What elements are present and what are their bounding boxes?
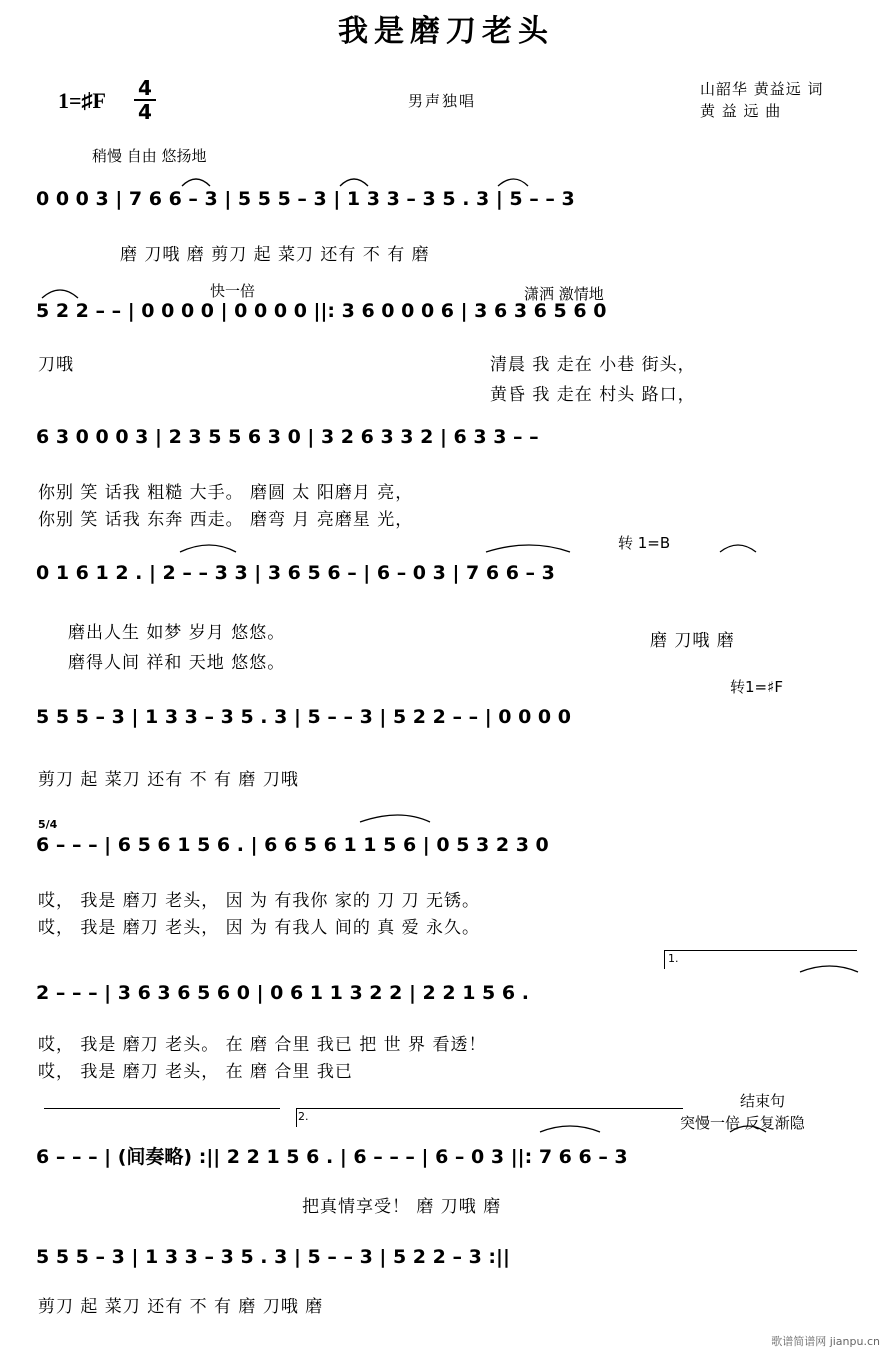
notation-row-6: 6 – – – | 6 5 6 1 5 6 . | 6 6 5 6 1 1 5 6 | 0 5 3 2 3 0	[36, 834, 549, 856]
slur	[42, 290, 78, 298]
lyrics-row-7-verse-1: 哎， 我是 磨刀 老头。 在 磨 合里 我已 把 世 界 看透！	[38, 1035, 487, 1055]
key-signature: 1=♯F	[58, 88, 106, 113]
lyrics-row-6-verse-1: 哎， 我是 磨刀 老头， 因 为 有我你 家的 刀 刀 无锈。	[38, 891, 481, 911]
slur	[340, 179, 368, 186]
notation-row-7: 2 – – – | 3 6 3 6 5 6 0 | 0 6 1 1 3 2 2 | 2 2 1 5 6 .	[36, 982, 529, 1004]
lyrics-row-3-verse-2: 你别 笑 话我 东奔 西走。 磨弯 月 亮磨星 光，	[38, 510, 414, 530]
time-top: 4	[138, 76, 152, 100]
lyrics-row-2-intro: 刀哦	[38, 355, 74, 375]
lyrics-row-4-verse-2: 磨得人间 祥和 天地 悠悠。	[68, 653, 286, 673]
meter-change: 5/4	[38, 818, 58, 831]
slur	[498, 179, 528, 186]
lyricist-credit: 山韶华 黄益远 词	[700, 80, 824, 98]
lyrics-row-8: 把真情享受！ 磨 刀哦 磨	[302, 1197, 502, 1217]
tempo-marking-1: 稍慢 自由 悠扬地	[92, 147, 207, 165]
key-change-b: 转 1=B	[618, 534, 671, 552]
volta-2-label: 2.	[298, 1110, 309, 1123]
time-bottom: 4	[138, 100, 152, 124]
slur	[720, 545, 756, 552]
lyrics-row-7-verse-2: 哎， 我是 磨刀 老头， 在 磨 合里 我已	[38, 1062, 353, 1082]
ending-tempo: 突慢一倍 反复渐隐	[680, 1114, 805, 1132]
notation-row-8: 6 – – – | (间奏略) :|| 2 2 1 5 6 . | 6 – – – | 6 – 0 3 ||: 7 6 6 – 3	[36, 1146, 628, 1168]
performance-type: 男声独唱	[408, 92, 477, 110]
lyrics-row-2-verse-1: 清晨 我 走在 小巷 街头，	[490, 355, 696, 375]
notation-row-9: 5 5 5 – 3 | 1 3 3 – 3 5 . 3 | 5 – – 3 | 5 2 2 – 3 :||	[36, 1246, 510, 1268]
tempo-marking-3: 潇洒 激情地	[524, 285, 604, 303]
watermark-footer: 歌谱简谱网 jianpu.cn	[771, 1335, 880, 1348]
lyrics-row-4-verse-1: 磨出人生 如梦 岁月 悠悠。	[68, 623, 286, 643]
key-change-fsharp: 转1=♯F	[730, 678, 783, 696]
slur	[540, 1126, 600, 1132]
notation-row-1: 0 0 0 3 | 7 6 6 – 3 | 5 5 5 – 3 | 1 3 3 – 3 5 . 3 | 5 – – 3	[36, 188, 575, 210]
lyrics-row-3-verse-1: 你别 笑 话我 粗糙 大手。 磨圆 太 阳磨月 亮，	[38, 483, 414, 503]
notation-row-2: 5 2 2 – – | 0 0 0 0 | 0 0 0 0 ||: 3 6 0 0 0 6 | 3 6 3 6 5 6 0	[36, 300, 607, 322]
page-title: 我是磨刀老头	[338, 14, 554, 49]
lyrics-row-4-refrain: 磨 刀哦 磨	[650, 631, 735, 651]
slur	[486, 545, 570, 552]
slur	[800, 966, 858, 972]
lyrics-row-1-verse-1: 磨 刀哦 磨 剪刀 起 菜刀 还有 不 有 磨	[120, 245, 430, 265]
ending-phrase-label: 结束句	[740, 1092, 786, 1110]
slur	[180, 545, 236, 552]
notation-row-4: 0 1 6 1 2 . | 2 – – 3 3 | 3 6 5 6 – | 6 – 0 3 | 7 6 6 – 3	[36, 562, 555, 584]
slur	[730, 1126, 766, 1132]
slur	[360, 815, 430, 822]
notation-row-3: 6 3 0 0 0 3 | 2 3 5 5 6 3 0 | 3 2 6 3 3 2 | 6 3 3 – –	[36, 426, 539, 448]
notation-row-5: 5 5 5 – 3 | 1 3 3 – 3 5 . 3 | 5 – – 3 | 5 2 2 – – | 0 0 0 0	[36, 706, 571, 728]
slur	[182, 179, 210, 186]
lyrics-row-6-verse-2: 哎， 我是 磨刀 老头， 因 为 有我人 间的 真 爱 永久。	[38, 918, 481, 938]
lyrics-row-5: 剪刀 起 菜刀 还有 不 有 磨 刀哦	[38, 770, 299, 790]
tempo-marking-2: 快一倍	[210, 282, 256, 300]
lyrics-row-2-verse-2: 黄昏 我 走在 村头 路口，	[490, 385, 696, 405]
lyrics-row-9: 剪刀 起 菜刀 还有 不 有 磨 刀哦 磨	[38, 1297, 324, 1317]
volta-1-label: 1.	[668, 952, 679, 965]
composer-credit: 黄 益 远 曲	[700, 102, 782, 120]
